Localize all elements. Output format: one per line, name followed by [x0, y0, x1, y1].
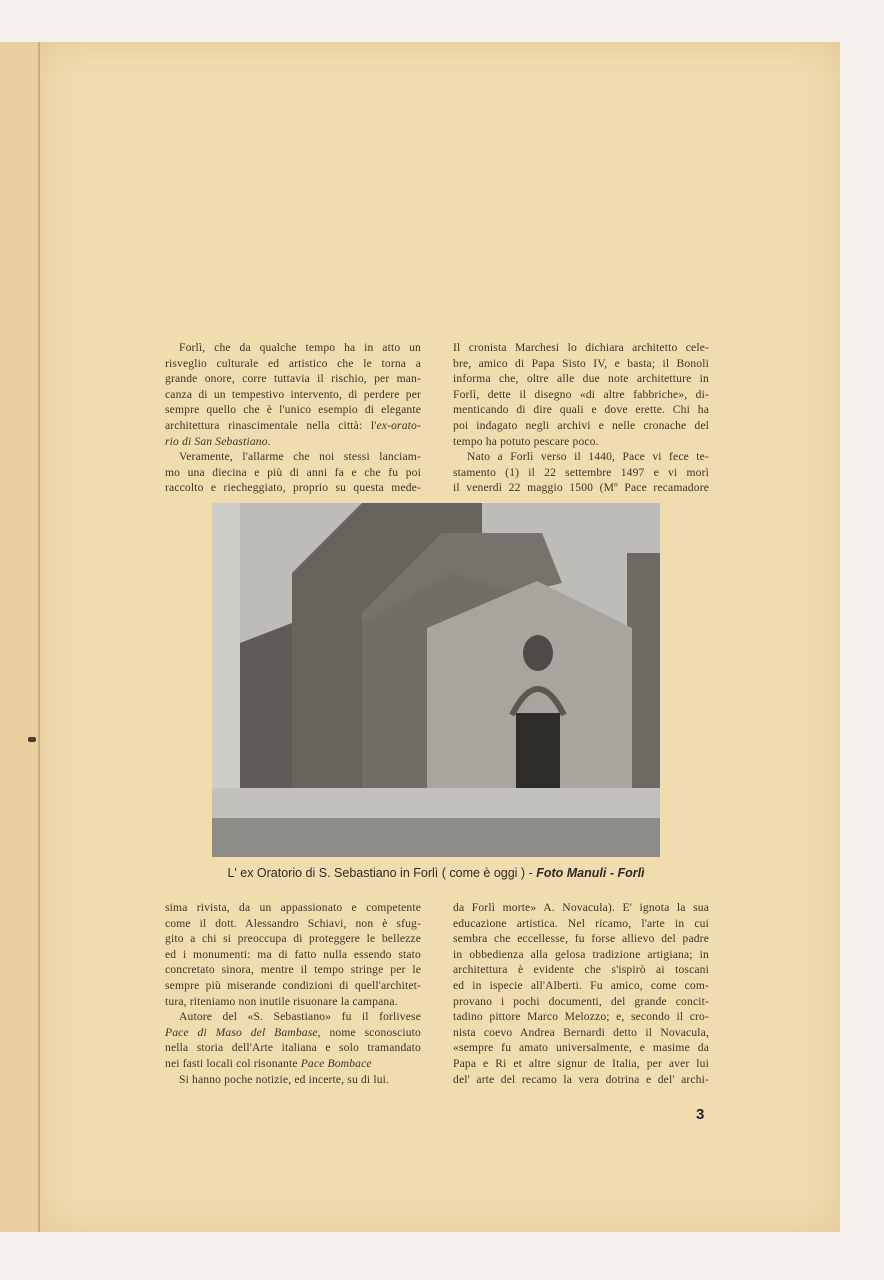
text-segment: architettura rinascimentale nella città: l' [165, 418, 377, 432]
text-line [165, 1025, 421, 1041]
text-segment: sempre quello che è l'unico esempio di elegante [165, 403, 421, 417]
text-segment: in obbedienza alla gelosa tradizione artigiana; in [453, 947, 709, 961]
text-segment: concretato sinora, mentre il tempo stringe per le [165, 963, 421, 977]
text-line [165, 962, 421, 978]
text-segment: tadino pittore Marco Melozzo; e, secondo il cro- [453, 1010, 709, 1024]
text-line [453, 340, 709, 356]
text-line [453, 962, 709, 978]
text-line [165, 402, 421, 418]
text-line [165, 387, 421, 403]
caption-text: L' ex Oratorio di S. Sebastiano in Forlì ( come è oggi ) - [227, 866, 537, 880]
text-segment: . [267, 434, 271, 448]
text-segment: nei fasti locali col risonante [165, 1056, 301, 1070]
italic-text: Pace Bombace [300, 1056, 372, 1070]
italic-text: rio di San Sebastiano [165, 434, 268, 448]
text-segment: gito a chi si preoccupa di proteggere le bellezze [165, 932, 421, 946]
text-line [165, 900, 421, 916]
text-segment: ed i monumenti: ma di fatto nulla essendo stato [165, 947, 421, 961]
text-segment: menticando di dire quali e dove erette. Chi ha [453, 403, 709, 417]
text-line [165, 371, 421, 387]
text-segment: del' arte del recamo la vera dotrina e del' archi- [453, 1072, 709, 1086]
text-line [453, 449, 709, 465]
text-segment: il venerdì 22 maggio 1500 (Mº Pace recamadore [453, 481, 709, 495]
text-line [453, 465, 709, 481]
column-top-left [165, 340, 421, 496]
text-line [453, 1056, 709, 1072]
text-line [453, 402, 709, 418]
column-bottom-left [165, 900, 421, 1087]
text-line [453, 1040, 709, 1056]
text-line [453, 356, 709, 372]
text-segment: canza di un tempestivo intervento, di perdere per [165, 387, 421, 401]
text-segment: Veramente, l'allarme che noi stessi lanciam- [179, 450, 421, 464]
text-segment: come il dott. Alessandro Schiavi, non è sfug- [165, 916, 421, 930]
text-line [453, 1009, 709, 1025]
text-line [165, 1040, 421, 1056]
text-line [453, 978, 709, 994]
text-segment: Si hanno poche notizie, ed incerte, su di lui. [179, 1072, 390, 1086]
text-line [453, 418, 709, 434]
text-segment: tempo ha potuto pescare poco. [453, 434, 599, 448]
italic-text: ex-orato- [376, 418, 421, 432]
text-line [165, 978, 421, 994]
text-line [453, 994, 709, 1010]
text-segment: Forlì, che da qualche tempo ha in atto un [179, 341, 421, 354]
text-segment: ed in ispecie all'Alberti. Fu amico, come com- [453, 978, 709, 992]
text-line [453, 1072, 709, 1088]
text-line [453, 434, 709, 450]
text-line [453, 1025, 709, 1041]
photo-caption [216, 866, 656, 880]
text-segment: , nome sconosciuto [317, 1025, 421, 1039]
text-line [453, 371, 709, 387]
text-line [453, 947, 709, 963]
text-segment: raccolto e riecheggiato, proprio su questa mede- [165, 481, 421, 495]
text-line [453, 916, 709, 932]
text-segment: informa che, oltre alle due note architetture in [453, 372, 709, 386]
text-segment: sima rivista, da un appassionato e competente [165, 901, 421, 914]
document-page [40, 42, 840, 1232]
text-segment: Il cronista Marchesi lo dichiara architetto cele- [453, 341, 709, 354]
text-segment: bre, amico di Papa Sisto IV, e basta; il Bonoli [453, 356, 709, 370]
text-line [165, 449, 421, 465]
text-segment: grande onore, corre tuttavia il rischio, per man- [165, 372, 421, 386]
text-line [165, 916, 421, 932]
italic-text: Pace di Maso del Bambase [165, 1025, 318, 1039]
text-segment: Nato a Forlì verso il 1440, Pace vi fece te- [467, 450, 709, 464]
text-line [165, 1009, 421, 1025]
text-line [165, 931, 421, 947]
page-number: 3 [696, 1106, 705, 1123]
text-line [165, 340, 421, 356]
text-line [453, 931, 709, 947]
text-line [165, 480, 421, 496]
text-line [165, 356, 421, 372]
text-line [165, 994, 421, 1010]
text-line [453, 900, 709, 916]
text-segment: Forlì, dette il disegno «di altre fabbriche», di- [453, 387, 709, 401]
text-segment: nista coevo Andrea Bernardi detto il Novacula, [453, 1025, 709, 1039]
column-bottom-right [453, 900, 709, 1087]
text-segment: sembra che eccellesse, fu forse allievo del padre [453, 932, 709, 946]
text-segment: sempre più miserande condizioni di quell'architet- [165, 978, 421, 992]
text-segment: «sempre fu amato universalmente, e masime da [453, 1041, 709, 1055]
church-photograph [212, 503, 660, 857]
text-segment: da Forlì morte» A. Novacula). E' ignota la sua [453, 901, 709, 914]
text-segment: poi indagato negli archivi e nelle cronache del [453, 418, 709, 432]
previous-page-edge [0, 42, 40, 1232]
text-segment: Papa e Ri et altre signur de Italia, per aver lui [453, 1056, 709, 1070]
text-segment: architettura è evidente che s'ispirò ai toscani [453, 963, 709, 977]
text-line [453, 480, 709, 496]
text-segment: tura, riteniamo non inutile risuonare la campana. [165, 994, 398, 1008]
text-line [165, 418, 421, 434]
column-top-right [453, 340, 709, 496]
text-segment: nella storia dell'Arte italiana e solo tramandato [165, 1041, 421, 1055]
text-segment: educazione artistica. Nel ricamo, l'arte in cui [453, 916, 709, 930]
text-segment: stamento (1) il 22 settembre 1497 e vi morì [453, 465, 709, 479]
text-line [165, 947, 421, 963]
text-segment: mo una diecina e più di anni fa e che fu poi [165, 465, 421, 479]
text-line [165, 465, 421, 481]
photo-credit: Foto Manuli - Forlì [536, 866, 645, 880]
text-segment: provano i pochi documenti, del grande concit- [453, 994, 709, 1008]
text-line [453, 387, 709, 403]
scan-speck [28, 737, 36, 742]
text-segment: Autore del «S. Sebastiano» fu il forlivese [179, 1010, 421, 1024]
text-line [165, 434, 421, 450]
text-segment: risveglio culturale ed artistico che le torna a [165, 356, 421, 370]
text-line [165, 1072, 421, 1088]
text-line [165, 1056, 421, 1072]
